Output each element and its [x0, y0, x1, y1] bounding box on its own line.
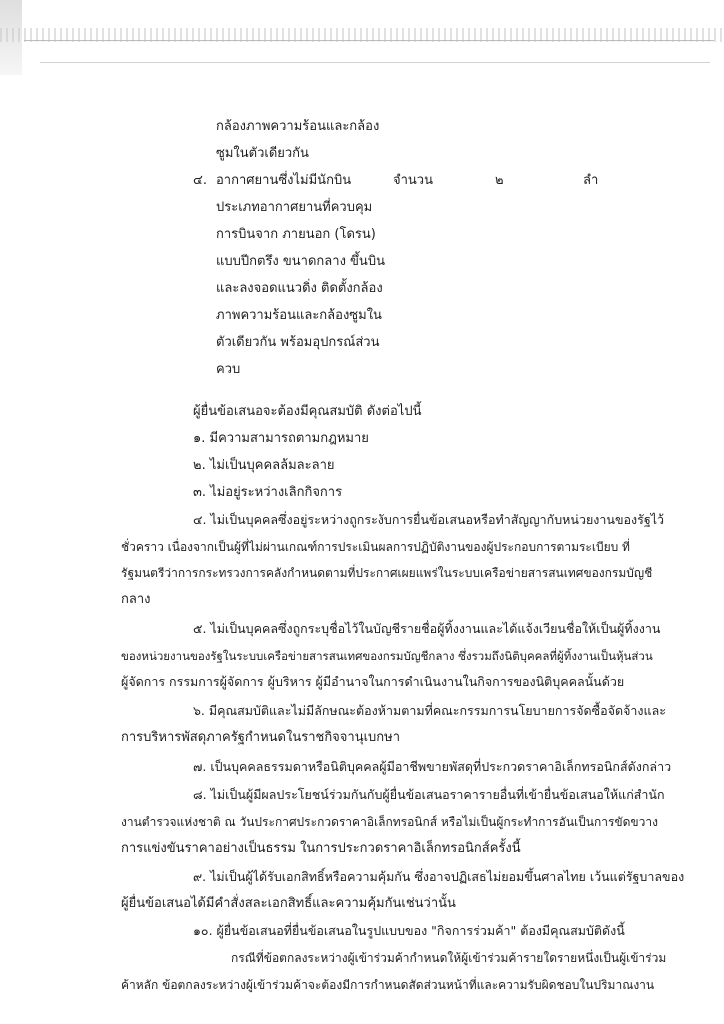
qualification-9-line: ผู้ยื่นข้อเสนอได้มีคำสั่งสละเอกสิทธิ์และความคุ้มกันเช่นว่านั้น	[121, 896, 456, 911]
qualification-8-line: ๘. ไม่เป็นผู้มีผลประโยชน์ร่วมกันกับผู้ยื่นข้อเสนอราคารายอื่นที่เข้ายื่นข้อเสนอให้แก่สำนัก	[193, 787, 665, 802]
qualification-9-line: ๙. ไม่เป็นผู้ได้รับเอกสิทธิ์หรือความคุ้มกัน ซึ่งอาจปฏิเสธไม่ยอมขึ้นศาลไทย เว้นแต่รัฐบาลของ	[193, 869, 685, 884]
item-4-unit: ลำ	[583, 173, 599, 188]
qualification-3: ๓. ไม่อยู่ระหว่างเลิกกิจการ	[193, 485, 343, 500]
scan-rule-bottom	[40, 62, 710, 63]
item-continuation-line-2: ซูมในตัวเดียวกัน	[216, 146, 309, 161]
item-4-quantity-label: จำนวน	[393, 173, 433, 188]
qualification-4-line: ชั่วคราว เนื่องจากเป็นผู้ที่ไม่ผ่านเกณฑ์การประเมินผลการปฏิบัติงานของผู้ประกอบการตามระเบียบ ที่	[121, 540, 630, 554]
qualification-4-line: รัฐมนตรีว่าการกระทรวงการคลังกำหนดตามที่ประกาศเผยแพร่ในระบบเครือข่ายสารสนเทศของกรมบัญชี	[121, 566, 653, 580]
item-4-description-line: ควบ	[216, 362, 241, 377]
qualification-5-line: ผู้จัดการ กรรมการผู้จัดการ ผู้บริหาร ผู้มีอำนาจในการดำเนินงานในกิจการของนิติบุคคลนั้นด้วย	[121, 674, 625, 689]
scan-rule-top	[24, 40, 714, 41]
qualification-1: ๑. มีความสามารถตามกฎหมาย	[193, 431, 369, 446]
item-4-description-line: ภาพความร้อนและกล้องซูมใน	[216, 308, 382, 323]
item-4-description-line: แบบปีกตรึง ขนาดกลาง ขึ้นบิน	[216, 254, 385, 269]
item-4-number: ๔.	[193, 173, 207, 188]
item-4-description-line: และลงจอดแนวดิ่ง ติดตั้งกล้อง	[216, 281, 383, 296]
qualification-8-line: งานตำรวจแห่งชาติ ณ วันประกาศประกวดราคาอิเล็กทรอนิกส์ หรือไม่เป็นผู้กระทำการอันเป็นการขัดขวาง	[121, 815, 658, 829]
qualification-4-line: ๔. ไม่เป็นบุคคลซึ่งอยู่ระหว่างถูกระงับการยื่นข้อเสนอหรือทำสัญญากับหน่วยงานของรัฐไว้	[193, 512, 665, 527]
qualification-8-line: การแข่งขันราคาอย่างเป็นธรรม ในการประกวดราคาอิเล็กทรอนิกส์ครั้งนี้	[121, 841, 521, 856]
item-4-description-line: การบินจาก ภายนอก (โดรน)	[216, 227, 376, 242]
item-4-description-line: ตัวเดียวกัน พร้อมอุปกรณ์ส่วน	[216, 335, 380, 350]
qualification-4-line: กลาง	[121, 592, 151, 607]
scan-artifact-header	[0, 0, 724, 70]
item-4-quantity-value: ๒	[495, 173, 504, 188]
qualification-2: ๒. ไม่เป็นบุคคลล้มละลาย	[193, 458, 335, 473]
item-4-description-line: ประเภทอากาศยานที่ควบคุม	[216, 200, 373, 215]
qualification-7: ๗. เป็นบุคคลธรรมดาหรือนิติบุคคลผู้มีอาชีพขายพัสดุที่ประกวดราคาอิเล็กทรอนิกส์ดังกล่าว	[193, 759, 672, 774]
qualification-5-line: ของหน่วยงานของรัฐในระบบเครือข่ายสารสนเทศของกรมบัญชีกลาง ซึ่งรวมถึงนิติบุคคลที่ผู้ทิ้งงานเป็นหุ้นส่วน	[121, 649, 653, 663]
qualification-6-line: การบริหารพัสดุภาครัฐกำหนดในราชกิจจานุเบกษา	[121, 730, 401, 745]
qualifications-heading: ผู้ยื่นข้อเสนอจะต้องมีคุณสมบัติ ดังต่อไปนี้	[193, 404, 422, 419]
item-4-description-first-line: อากาศยานซึ่งไม่มีนักบิน	[216, 173, 352, 188]
qualification-10-line: ค้าหลัก ข้อตกลงระหว่างผู้เข้าร่วมค้าจะต้องมีการกำหนดสัดส่วนหน้าที่และความรับผิดชอบในปริมาณงาน	[121, 978, 655, 992]
item-continuation-line-1: กล้องภาพความร้อนและกล้อง	[216, 119, 380, 134]
qualification-6-line: ๖. มีคุณสมบัติและไม่มีลักษณะต้องห้ามตามที่คณะกรรมการนโยบายการจัดซื้อจัดจ้างและ	[193, 703, 666, 718]
qualification-10-line: ๑๐. ผู้ยื่นข้อเสนอที่ยื่นข้อเสนอในรูปแบบของ "กิจการร่วมค้า" ต้องมีคุณสมบัติดังนี้	[193, 923, 625, 938]
qualification-5-line: ๕. ไม่เป็นบุคคลซึ่งถูกระบุชื่อไว้ในบัญชีรายชื่อผู้ทิ้งงานและได้แจ้งเวียนชื่อให้เป็นผู้ทิ้งงาน	[193, 621, 661, 636]
qualification-10-line: กรณีที่ข้อตกลงระหว่างผู้เข้าร่วมค้ากำหนดให้ผู้เข้าร่วมค้ารายใดรายหนึ่งเป็นผู้เข้าร่วม	[231, 951, 667, 965]
